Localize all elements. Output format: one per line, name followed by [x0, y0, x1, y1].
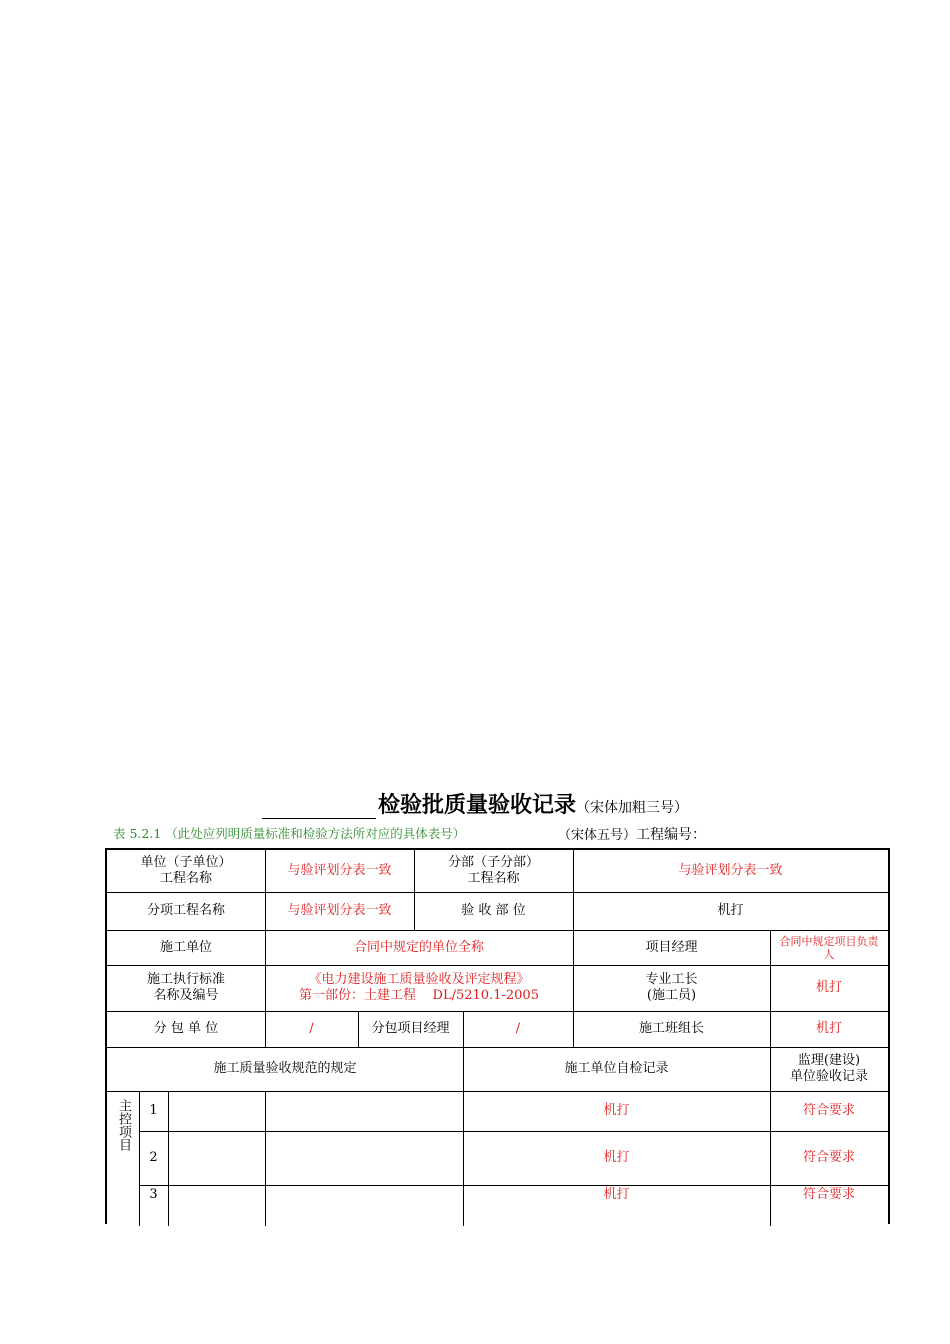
project-number-label: 工程编号： [636, 827, 707, 843]
foreman-label-line1: 专业工长 [645, 972, 698, 987]
table-number-note: 表 5.2.1 （此处应列明质量标准和检验方法所对应的具体表号） [113, 826, 466, 841]
subtitle-font-note: （宋体五号） [558, 828, 637, 843]
supervision-header-line1: 监理(建设) [797, 1053, 861, 1068]
standard-label-line2: 名称及编号 [153, 988, 219, 1003]
item-row-1-no: 1 [149, 1103, 158, 1118]
item-row-3-result[interactable]: 符合要求 [802, 1187, 855, 1202]
foreman-label-line2: (施工员) [646, 988, 697, 1003]
supervision-header-line2: 单位验收记录 [789, 1069, 868, 1084]
project-manager-value[interactable]: 合同中规定项目负责人 [779, 934, 879, 961]
sub-pm-value[interactable]: / [515, 1021, 521, 1036]
sub-item-name-value[interactable]: 与验评划分表一致 [287, 903, 392, 918]
inspection-location-value[interactable]: 机打 [717, 903, 744, 918]
subcontractor-label: 分 包 单 位 [153, 1021, 219, 1036]
item-row-2-result[interactable]: 符合要求 [802, 1150, 855, 1165]
form-title [0, 788, 950, 819]
self-check-header: 施工单位自检记录 [564, 1061, 669, 1076]
item-row-3-no: 3 [149, 1187, 158, 1202]
supervision-header [770, 1047, 888, 1091]
subcontractor-value[interactable]: / [309, 1021, 314, 1036]
unit-name-label-line2: 工程名称 [159, 871, 212, 886]
sub-pm-label: 分包项目经理 [371, 1021, 450, 1036]
item-row-1-record[interactable]: 机打 [603, 1103, 630, 1118]
main-items-label-text: 主控项目 [116, 1099, 131, 1151]
contractor-label: 施工单位 [159, 939, 212, 955]
project-manager-label: 项目经理 [645, 939, 698, 955]
foreman-value[interactable]: 机打 [815, 980, 842, 995]
part-name-label [414, 850, 573, 892]
standard-value-line1: 《电力建设施工质量验收及评定规程》 [308, 972, 530, 987]
sub-item-name-label: 分项工程名称 [146, 903, 225, 918]
standard-label [107, 965, 265, 1011]
standard-value[interactable] [265, 965, 573, 1011]
team-leader-label: 施工班组长 [638, 1021, 704, 1036]
title-blank-line [262, 796, 376, 819]
standard-value-line2: 第一部份：土建工程 DL/5210.1-2005 [299, 988, 539, 1003]
item-row-2-record[interactable]: 机打 [603, 1150, 630, 1165]
project-number-line [558, 824, 706, 844]
unit-name-value[interactable]: 与验评划分表一致 [287, 863, 392, 878]
standard-label-line1: 施工执行标准 [146, 972, 225, 987]
main-items-label [107, 1091, 139, 1226]
part-name-value[interactable]: 与验评划分表一致 [678, 863, 783, 878]
item-row-2-no: 2 [149, 1150, 158, 1165]
part-name-label-line2: 工程名称 [467, 871, 520, 886]
item-row-3-record[interactable]: 机打 [603, 1187, 630, 1202]
contractor-value[interactable]: 合同中规定的单位全称 [353, 939, 484, 955]
title-main: 检验批质量验收记录 [377, 793, 576, 818]
title-font-note: （宋体加粗三号） [576, 800, 688, 816]
part-name-label-line1: 分部（子分部） [447, 855, 539, 870]
spec-header: 施工质量验收规范的规定 [213, 1061, 357, 1076]
inspection-form-table [105, 848, 890, 1224]
inspection-location-label: 验 收 部 位 [461, 903, 526, 918]
unit-name-label [107, 850, 265, 892]
unit-name-label-line1: 单位（子单位） [140, 855, 232, 870]
team-leader-value[interactable]: 机打 [815, 1021, 842, 1036]
item-row-1-result[interactable]: 符合要求 [802, 1103, 855, 1118]
foreman-label [573, 965, 770, 1011]
